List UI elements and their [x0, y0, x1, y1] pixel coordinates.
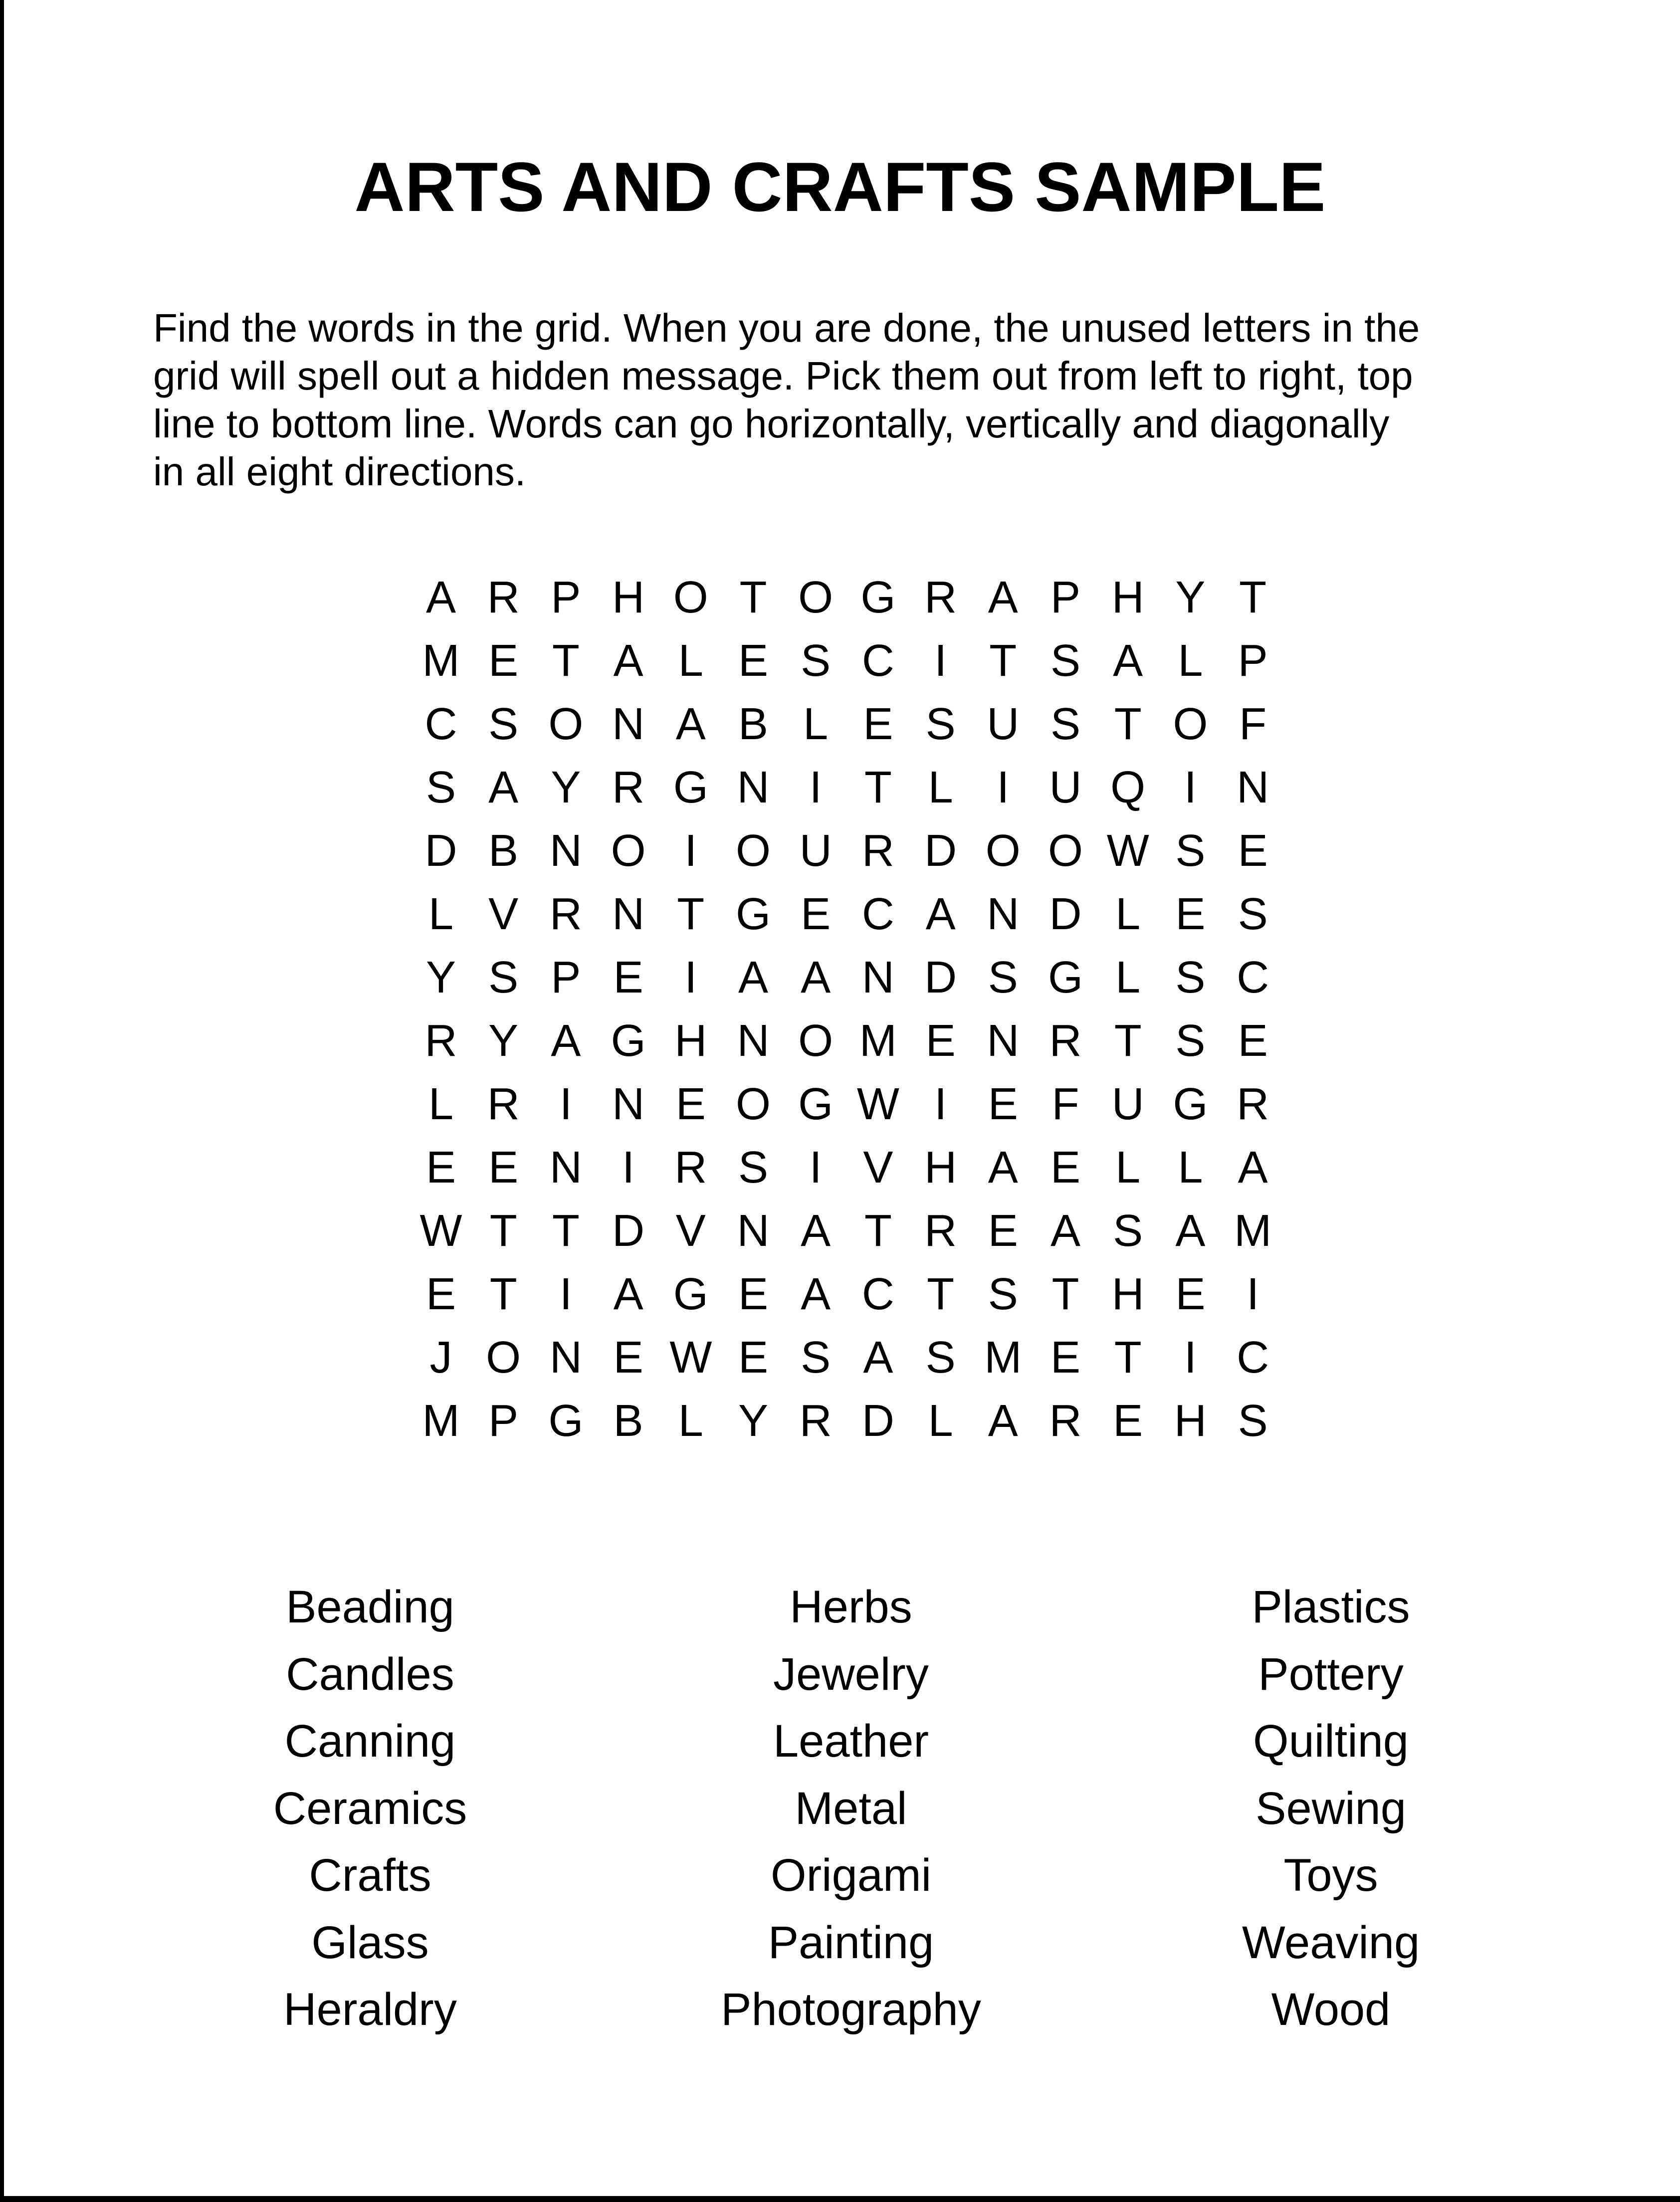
grid-letter: E — [1175, 889, 1206, 939]
grid-letter: E — [1238, 1016, 1268, 1066]
grid-letter: M — [859, 1016, 897, 1066]
instructions-line: in all eight directions. — [153, 449, 526, 494]
grid-letter: E — [738, 636, 769, 686]
word-list-item: Toys — [1283, 1850, 1378, 1901]
grid-letter: W — [420, 1206, 462, 1256]
grid-letter: Y — [425, 953, 456, 1002]
grid-letter: O — [486, 1333, 521, 1383]
word-list-item: Pottery — [1258, 1648, 1404, 1700]
grid-letter: T — [927, 1269, 955, 1319]
grid-letter: P — [488, 1396, 519, 1446]
grid-letter: I — [559, 1269, 572, 1319]
grid-letter: M — [984, 1333, 1022, 1383]
page-bottom-border — [0, 2196, 1680, 2202]
grid-row — [0, 629, 1680, 693]
grid-letter: T — [552, 1206, 580, 1256]
grid-letter: E — [1175, 1269, 1206, 1319]
grid-letter: R — [1237, 1079, 1269, 1129]
page-title: ARTS AND CRAFTS SAMPLE — [354, 148, 1326, 226]
grid-letter: M — [422, 636, 460, 686]
grid-letter: S — [488, 699, 519, 749]
grid-letter: S — [1175, 953, 1206, 1002]
grid-letter: S — [925, 1333, 956, 1383]
grid-letter: N — [987, 1016, 1020, 1066]
grid-letter: S — [1238, 1396, 1268, 1446]
grid-letter: A — [613, 1269, 643, 1319]
grid-letter: O — [798, 1016, 834, 1066]
grid-letter: N — [549, 1143, 582, 1193]
grid-letter: E — [425, 1269, 456, 1319]
grid-letter: E — [488, 636, 519, 686]
grid-letter: O — [1173, 699, 1208, 749]
grid-letter: L — [428, 1079, 454, 1129]
grid-letter: N — [612, 699, 645, 749]
grid-letter: P — [1238, 636, 1268, 686]
grid-letter: C — [861, 636, 894, 686]
grid-letter: C — [424, 699, 457, 749]
grid-letter: C — [1237, 1333, 1269, 1383]
grid-letter: E — [801, 889, 831, 939]
grid-letter: T — [489, 1269, 517, 1319]
grid-letter: L — [1115, 953, 1141, 1002]
grid-letter: A — [988, 1143, 1018, 1193]
grid-letter: G — [673, 1269, 708, 1319]
grid-letter: O — [985, 826, 1021, 876]
grid-letter: A — [488, 763, 519, 812]
grid-letter: S — [1050, 699, 1081, 749]
grid-letter: T — [1239, 573, 1267, 622]
grid-letter: N — [612, 1079, 645, 1129]
grid-letter: L — [678, 636, 703, 686]
grid-letter: A — [738, 953, 769, 1002]
word-list-item: Sewing — [1256, 1783, 1406, 1834]
word-list-item: Ceramics — [273, 1783, 467, 1834]
instructions-line: grid will spell out a hidden message. Pick them out from left to right, top — [153, 354, 1413, 398]
grid-letter: P — [1050, 573, 1081, 622]
word-list-item: Metal — [795, 1783, 907, 1834]
word-list-item: Weaving — [1242, 1917, 1420, 1968]
grid-letter: E — [925, 1016, 956, 1066]
grid-letter: I — [1184, 1333, 1197, 1383]
grid-letter: E — [1238, 826, 1268, 876]
grid-letter: A — [863, 1333, 893, 1383]
grid-letter: D — [861, 1396, 894, 1446]
grid-letter: L — [678, 1396, 703, 1446]
grid-letter: N — [1237, 763, 1269, 812]
grid-letter: R — [861, 826, 894, 876]
grid-letter: O — [673, 573, 708, 622]
grid-letter: I — [934, 636, 947, 686]
word-list-item: Glass — [311, 1917, 429, 1968]
grid-letter: C — [861, 889, 894, 939]
grid-letter: U — [1111, 1079, 1144, 1129]
grid-letter: A — [425, 573, 456, 622]
word-list-item: Leather — [773, 1716, 929, 1767]
grid-letter: A — [1113, 636, 1143, 686]
grid-row — [0, 1073, 1680, 1136]
grid-letter: T — [677, 889, 705, 939]
grid-row — [0, 1009, 1680, 1073]
grid-row — [0, 1200, 1680, 1263]
grid-letter: S — [988, 953, 1018, 1002]
grid-letter: I — [934, 1079, 947, 1129]
grid-letter: U — [987, 699, 1020, 749]
grid-letter: T — [1051, 1269, 1079, 1319]
grid-letter: U — [1049, 763, 1082, 812]
grid-letter: T — [552, 636, 580, 686]
grid-letter: F — [1239, 699, 1267, 749]
grid-row — [0, 883, 1680, 946]
grid-letter: S — [1050, 636, 1081, 686]
grid-letter: R — [1049, 1016, 1082, 1066]
grid-letter: S — [1113, 1206, 1143, 1256]
grid-letter: I — [997, 763, 1010, 812]
grid-row — [0, 819, 1680, 883]
word-list-item: Candles — [286, 1648, 454, 1700]
grid-letter: A — [1050, 1206, 1081, 1256]
grid-letter: S — [1175, 1016, 1206, 1066]
grid-letter: N — [737, 1016, 770, 1066]
grid-letter: L — [1115, 1143, 1141, 1193]
grid-letter: R — [674, 1143, 707, 1193]
grid-letter: O — [735, 826, 771, 876]
word-list-column-2 — [627, 1574, 1075, 2043]
grid-row — [0, 756, 1680, 819]
grid-letter: O — [798, 573, 834, 622]
grid-letter: Y — [488, 1016, 519, 1066]
grid-letter: R — [612, 763, 645, 812]
grid-letter: I — [684, 953, 697, 1002]
grid-letter: S — [801, 636, 831, 686]
grid-letter: E — [988, 1206, 1018, 1256]
grid-letter: A — [801, 1206, 831, 1256]
grid-letter: S — [801, 1333, 831, 1383]
grid-letter: W — [1106, 826, 1149, 876]
grid-letter: L — [428, 889, 454, 939]
grid-letter: F — [1051, 1079, 1079, 1129]
grid-row — [0, 1326, 1680, 1390]
grid-letter: G — [1173, 1079, 1208, 1129]
grid-letter: C — [1237, 953, 1269, 1002]
grid-letter: H — [612, 573, 645, 622]
grid-letter: I — [1247, 1269, 1260, 1319]
word-list-item: Origami — [770, 1850, 932, 1901]
grid-letter: R — [487, 573, 520, 622]
grid-row — [0, 566, 1680, 629]
grid-letter: V — [488, 889, 519, 939]
grid-letter: M — [422, 1396, 460, 1446]
grid-letter: D — [924, 826, 957, 876]
grid-letter: E — [988, 1079, 1018, 1129]
grid-letter: E — [675, 1079, 706, 1129]
grid-letter: B — [613, 1396, 643, 1446]
grid-letter: G — [735, 889, 771, 939]
grid-letter: A — [1175, 1206, 1206, 1256]
word-list-column-3 — [1106, 1574, 1555, 2043]
grid-letter: Q — [1110, 763, 1146, 812]
grid-letter: S — [925, 699, 956, 749]
word-list-item: Plastics — [1252, 1582, 1410, 1632]
grid-letter: P — [551, 953, 581, 1002]
grid-letter: R — [924, 573, 957, 622]
grid-row — [0, 946, 1680, 1009]
grid-letter: I — [684, 826, 697, 876]
grid-letter: L — [1178, 636, 1203, 686]
grid-letter: E — [863, 699, 893, 749]
grid-letter: G — [1048, 953, 1083, 1002]
grid-letter: L — [928, 763, 953, 812]
grid-letter: A — [801, 1269, 831, 1319]
grid-letter: I — [809, 1143, 822, 1193]
grid-letter: T — [1114, 1333, 1142, 1383]
grid-letter: H — [674, 1016, 707, 1066]
grid-letter: L — [803, 699, 829, 749]
grid-letter: I — [1184, 763, 1197, 812]
grid-letter: A — [551, 1016, 581, 1066]
grid-letter: H — [1174, 1396, 1207, 1446]
grid-letter: Y — [551, 763, 581, 812]
grid-letter: L — [1115, 889, 1141, 939]
grid-letter: H — [1111, 573, 1144, 622]
grid-letter: T — [989, 636, 1017, 686]
grid-letter: G — [611, 1016, 646, 1066]
grid-letter: V — [863, 1143, 893, 1193]
grid-letter: A — [801, 953, 831, 1002]
grid-letter: R — [799, 1396, 832, 1446]
grid-letter: G — [798, 1079, 834, 1129]
grid-letter: N — [549, 826, 582, 876]
grid-letter: Y — [738, 1396, 769, 1446]
grid-letter: T — [864, 1206, 892, 1256]
grid-letter: D — [612, 1206, 645, 1256]
grid-row — [0, 1263, 1680, 1326]
grid-letter: I — [622, 1143, 635, 1193]
grid-letter: E — [1050, 1333, 1081, 1383]
grid-letter: S — [425, 763, 456, 812]
grid-letter: S — [1238, 889, 1268, 939]
grid-letter: O — [548, 699, 584, 749]
grid-letter: N — [549, 1333, 582, 1383]
grid-letter: M — [1234, 1206, 1272, 1256]
grid-letter: U — [799, 826, 832, 876]
word-list-item: Quilting — [1253, 1716, 1409, 1767]
grid-letter: E — [1113, 1396, 1143, 1446]
grid-letter: R — [924, 1206, 957, 1256]
instructions-paragraph — [153, 304, 1600, 496]
grid-letter: E — [425, 1143, 456, 1193]
grid-letter: E — [613, 1333, 643, 1383]
grid-row — [0, 1136, 1680, 1200]
grid-letter: T — [489, 1206, 517, 1256]
grid-letter: V — [675, 1206, 706, 1256]
grid-letter: O — [1048, 826, 1083, 876]
grid-letter: O — [611, 826, 646, 876]
grid-letter: D — [924, 953, 957, 1002]
grid-letter: E — [738, 1333, 769, 1383]
grid-letter: A — [1238, 1143, 1268, 1193]
grid-letter: N — [861, 953, 894, 1002]
grid-letter: S — [738, 1143, 769, 1193]
grid-letter: R — [424, 1016, 457, 1066]
grid-row — [0, 1390, 1680, 1453]
grid-letter: P — [551, 573, 581, 622]
grid-letter: I — [559, 1079, 572, 1129]
grid-letter: B — [738, 699, 769, 749]
word-list-item: Photography — [721, 1984, 981, 2035]
grid-letter: C — [861, 1269, 894, 1319]
grid-letter: S — [1175, 826, 1206, 876]
word-list-item: Painting — [768, 1917, 934, 1968]
grid-letter: G — [673, 763, 708, 812]
grid-letter: L — [1178, 1143, 1203, 1193]
grid-letter: S — [988, 1269, 1018, 1319]
grid-letter: A — [675, 699, 706, 749]
word-list-item: Beading — [286, 1582, 454, 1632]
grid-letter: T — [1114, 699, 1142, 749]
grid-letter: T — [739, 573, 767, 622]
grid-letter: R — [549, 889, 582, 939]
instructions-line: Find the words in the grid. When you are done, the unused letters in the — [153, 306, 1420, 350]
grid-letter: E — [738, 1269, 769, 1319]
grid-letter: R — [1049, 1396, 1082, 1446]
grid-letter: J — [429, 1333, 452, 1383]
word-list-item: Heraldry — [283, 1984, 457, 2035]
grid-letter: T — [1114, 1016, 1142, 1066]
grid-letter: W — [856, 1079, 899, 1129]
grid-letter: T — [864, 763, 892, 812]
grid-letter: O — [735, 1079, 771, 1129]
word-list-item: Wood — [1271, 1984, 1391, 2035]
grid-letter: S — [488, 953, 519, 1002]
grid-letter: B — [488, 826, 519, 876]
grid-letter: R — [487, 1079, 520, 1129]
grid-letter: I — [809, 763, 822, 812]
grid-letter: N — [737, 763, 770, 812]
grid-letter: G — [860, 573, 896, 622]
grid-row — [0, 693, 1680, 756]
grid-letter: D — [1049, 889, 1082, 939]
grid-letter: H — [924, 1143, 957, 1193]
grid-letter: A — [925, 889, 956, 939]
grid-letter: E — [613, 953, 643, 1002]
grid-letter: N — [612, 889, 645, 939]
grid-letter: N — [737, 1206, 770, 1256]
word-list-item: Jewelry — [773, 1648, 929, 1700]
grid-letter: G — [548, 1396, 584, 1446]
grid-letter: A — [613, 636, 643, 686]
instructions-line: line to bottom line. Words can go horizontally, vertically and diagonally — [153, 401, 1390, 446]
grid-letter: L — [928, 1396, 953, 1446]
word-list-item: Canning — [284, 1716, 456, 1767]
grid-letter: E — [488, 1143, 519, 1193]
grid-letter: E — [1050, 1143, 1081, 1193]
word-list-item: Herbs — [790, 1582, 912, 1632]
grid-letter: A — [988, 1396, 1018, 1446]
word-list-column-1 — [146, 1574, 595, 2043]
word-list-item: Crafts — [309, 1850, 431, 1901]
grid-letter: A — [988, 573, 1018, 622]
grid-letter: Y — [1175, 573, 1206, 622]
grid-letter: H — [1111, 1269, 1144, 1319]
grid-letter: N — [987, 889, 1020, 939]
grid-letter: D — [424, 826, 457, 876]
grid-letter: W — [669, 1333, 712, 1383]
